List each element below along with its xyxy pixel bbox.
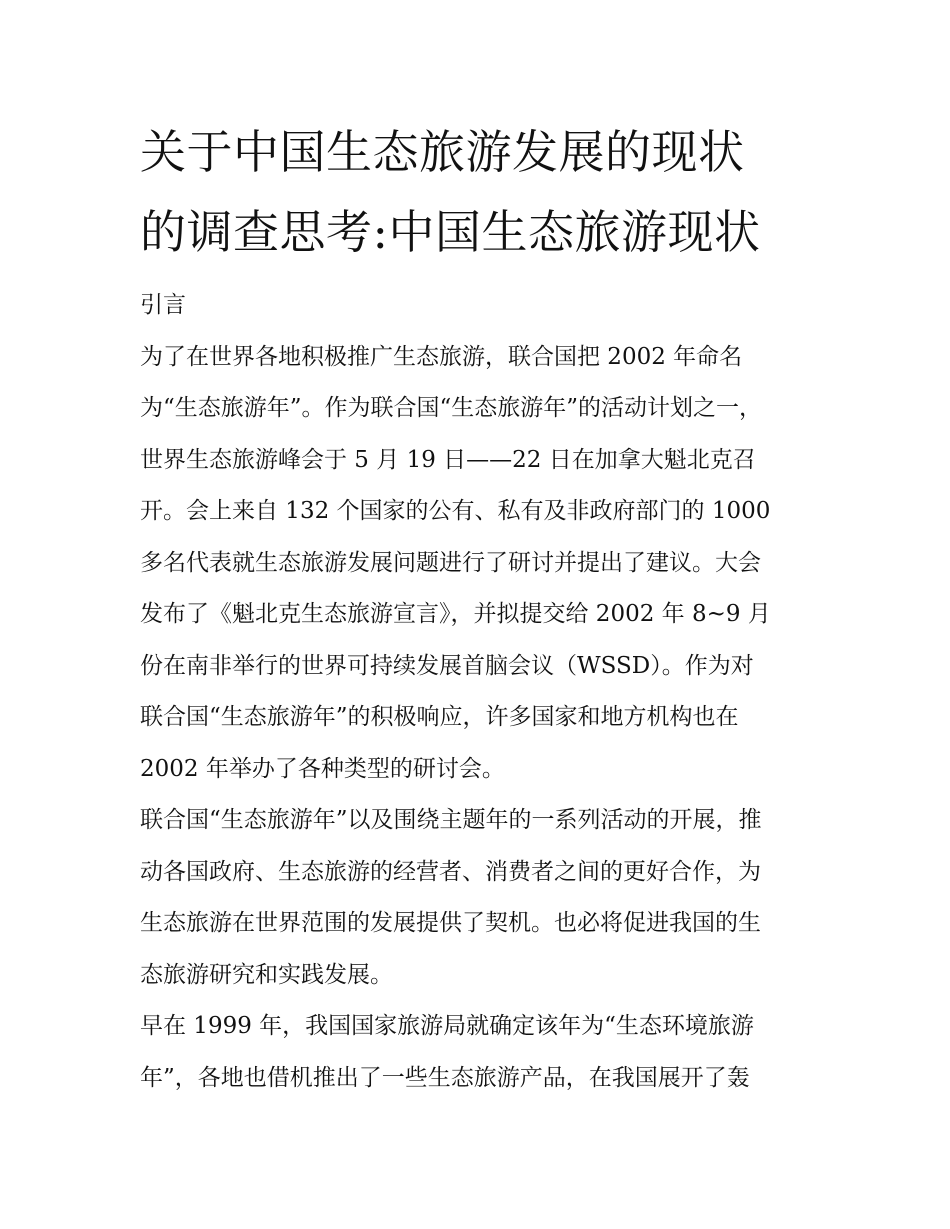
section-heading: 引言 (140, 292, 186, 318)
text-line: 开。会上来自 132 个国家的公有、私有及非政府部门的 1000 (140, 498, 771, 524)
document-body (140, 280, 820, 1104)
text-line: 多名代表就生态旅游发展问题进行了研讨并提出了建议。大会 (140, 549, 761, 576)
text-line: 联合国“生态旅游年”的积极响应，许多国家和地方机构也在 (140, 704, 739, 730)
text-line: 联合国“生态旅游年”以及围绕主题年的一系列活动的开展，推 (140, 807, 762, 833)
text-line: 生态旅游在世界范围的发展提供了契机。也必将促进我国的生 (140, 910, 761, 936)
title-line: 关于中国生态旅游发展的现状 (140, 125, 745, 179)
text-line: 年”，各地也借机推出了一些生态旅游产品，在我国展开了轰 (140, 1064, 750, 1091)
text-line: 世界生态旅游峰会于 5 月 19 日——22 日在加拿大魁北克召 (140, 446, 756, 473)
text-line: 为“生态旅游年”。作为联合国“生态旅游年”的活动计划之一， (140, 395, 763, 421)
text-line: 发布了《魁北克生态旅游宣言》，并拟提交给 2002 年 8~9 月 (140, 601, 771, 627)
document-title (140, 112, 820, 272)
text-line: 早在 1999 年，我国国家旅游局就确定该年为“生态环境旅游 (140, 1013, 754, 1039)
text-line: 份在南非举行的世界可持续发展首脑会议（WSSD）。作为对 (140, 652, 754, 679)
text-line: 态旅游研究和实践发展。 (140, 961, 393, 988)
text-line: 2002 年举办了各种类型的研讨会。 (140, 755, 505, 782)
text-line: 为了在世界各地积极推广生态旅游，联合国把 2002 年命名 (140, 343, 743, 370)
text-line: 动各国政府、生态旅游的经营者、消费者之间的更好合作，为 (140, 858, 761, 885)
title-line: 的调查思考:中国生态旅游现状 (140, 205, 761, 259)
